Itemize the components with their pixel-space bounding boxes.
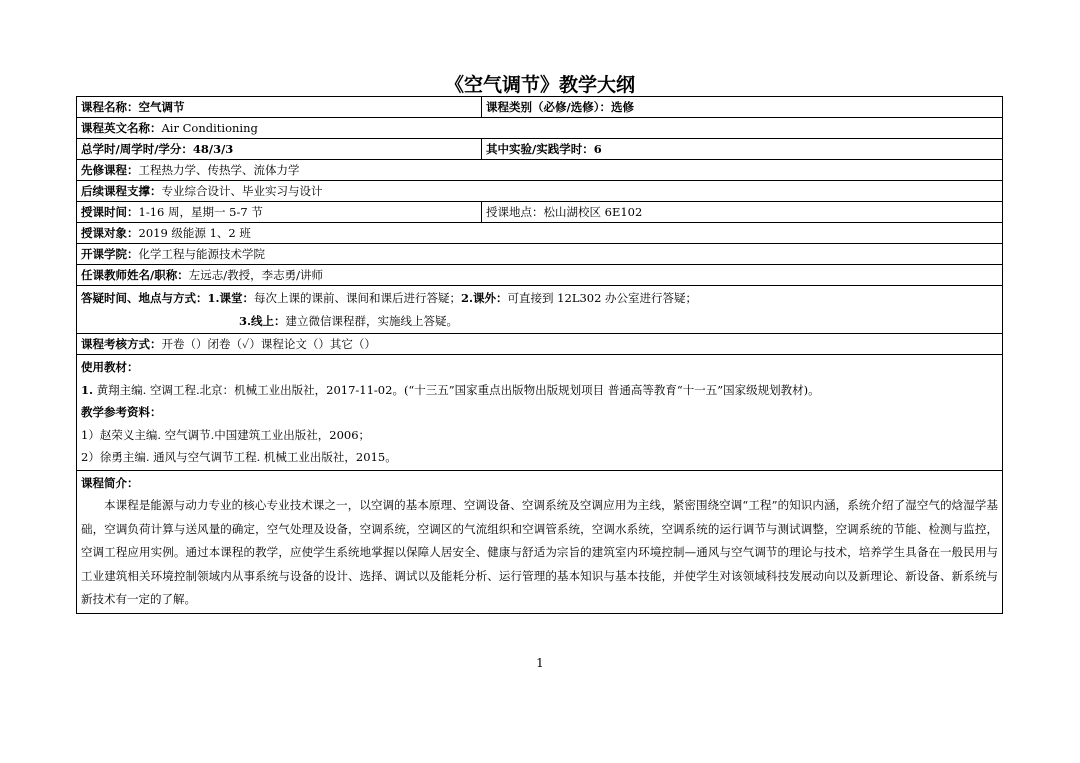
lab-hours-cell [482,139,1003,160]
page-number: 1 [536,656,544,670]
textbook-label: 使用教材： [81,360,139,374]
course-name-cell [77,97,482,118]
qa-item1-label: 1.课堂： [207,291,255,305]
location-value: 授课地点：松山湖校区 6E102 [486,205,643,219]
textbook-line [81,379,998,402]
ref-item: 1）赵荣义主编. 空气调节.中国建筑工业出版社，2006； [81,427,371,442]
college-value: 化学工程与能源技术学院 [138,247,265,261]
intro-cell [77,470,1003,613]
time-value: 1-16 周，星期一 5-7 节 [138,205,263,219]
followup-label: 后续课程支撑： [81,184,162,198]
followup-value: 专业综合设计、毕业实习与设计 [161,184,323,198]
teacher-cell [77,265,1003,286]
college-label: 开课学院： [81,247,139,261]
qa-item3-label: 3.线上： [239,313,286,328]
exam-cell [77,334,1003,355]
intro-label: 课程简介： [81,475,139,490]
english-name-cell [77,118,1003,139]
teacher-value: 左远志/教授，李志勇/讲师 [188,268,323,282]
teacher-label: 任课教师姓名/职称： [81,268,189,282]
prereq-label: 先修课程： [81,163,139,177]
refs-label: 教学参考资料： [81,405,162,419]
lab-hours-label: 其中实验/实践学时： [486,142,594,156]
document-title: 《空气调节》教学大纲 [444,74,635,96]
course-type-value: 选修 [610,100,634,114]
followup-cell [77,181,1003,202]
row-followup [77,181,1003,202]
row-intro [77,470,1003,613]
hours-cell [77,139,482,160]
english-name-label: 课程英文名称： [81,121,162,135]
lab-hours-value: 6 [593,142,602,156]
row-english-name [77,118,1003,139]
row-exam [77,334,1003,355]
time-cell [77,202,482,223]
qa-item3: 建立微信课程群，实施线上答疑。 [285,313,459,328]
syllabus-table [76,96,1003,614]
hours-label: 总学时/周学时/学分： [81,142,193,156]
row-hours [77,139,1003,160]
course-type-label: 课程类别（必修/选修）： [486,100,611,114]
textbook-value: 黄翔主编. 空调工程.北京：机械工业出版社，2017-11-02。(“十三五”国家重点出版物出版规划项目 普通高等教育“十一五”国家级规划教材)。 [96,382,820,397]
row-audience [77,223,1003,244]
qa-line-2 [81,310,998,333]
qa-item2: 可直接到 12L302 办公室进行答疑； [507,291,698,305]
textbook-number: 1. [81,382,94,397]
intro-paragraph: 本课程是能源与动力专业的核心专业技术课之一，以空调的基本原理、空调设备、空调系统及空调应用为主线，紧密围绕空调“工程”的知识内涵，系统介绍了湿空气的焓湿学基础，空调负荷计算与送风量的确定，空气处理及设备，空调系统，空调区的气流组织和空调管系统，空调水系统，空调系统的运行调节与测试调整，空调系统的节能、检测与监控，空调工程应用实例。通过本课程的教学，应使学生系统地掌握以保障人居安全、健康与舒适为宗旨的建筑室内环境控制—通风与空气调节的理论与技术，培养学生具备在一般民用与工业建筑相关环境控制领域内从事系统与设备的设计、选择、调试以及能耗分析、运行管理的基本知识与基本技能，并使学生对该领域科技发展动向以及新理论、新设备、新系统与新技术有一定的了解。 [81,498,998,606]
location-cell [482,202,1003,223]
audience-label: 授课对象： [81,226,139,240]
hours-value: 48/3/3 [192,142,234,156]
row-teacher [77,265,1003,286]
ref-item: 2）徐勇主编. 通风与空气调节工程. 机械工业出版社，2015。 [81,450,397,464]
qa-item2-label: 2.课外： [461,291,508,305]
audience-cell [77,223,1003,244]
qa-line-1 [81,287,998,310]
row-time [77,202,1003,223]
row-materials [77,355,1003,471]
course-type-cell [482,97,1003,118]
qa-label: 答疑时间、地点与方式： [81,291,208,305]
time-label: 授课时间： [81,205,139,219]
qa-item1: 每次上课的课前、课间和课后进行答疑； [254,291,462,305]
materials-cell [77,355,1003,471]
prereq-value: 工程热力学、传热学、流体力学 [138,163,300,177]
audience-value: 2019 级能源 1、2 班 [138,226,251,240]
qa-cell [77,286,1003,334]
course-name-label: 课程名称： [81,100,139,114]
course-name-value: 空气调节 [138,100,185,114]
exam-label: 课程考核方式： [81,337,162,351]
row-prereq [77,160,1003,181]
prereq-cell [77,160,1003,181]
english-name-value: Air Conditioning [161,121,258,135]
exam-value: 开卷（）闭卷（✓）课程论文（）其它（） [161,337,376,351]
college-cell [77,244,1003,265]
row-qa [77,286,1003,334]
row-college [77,244,1003,265]
row-course-name [77,97,1003,118]
